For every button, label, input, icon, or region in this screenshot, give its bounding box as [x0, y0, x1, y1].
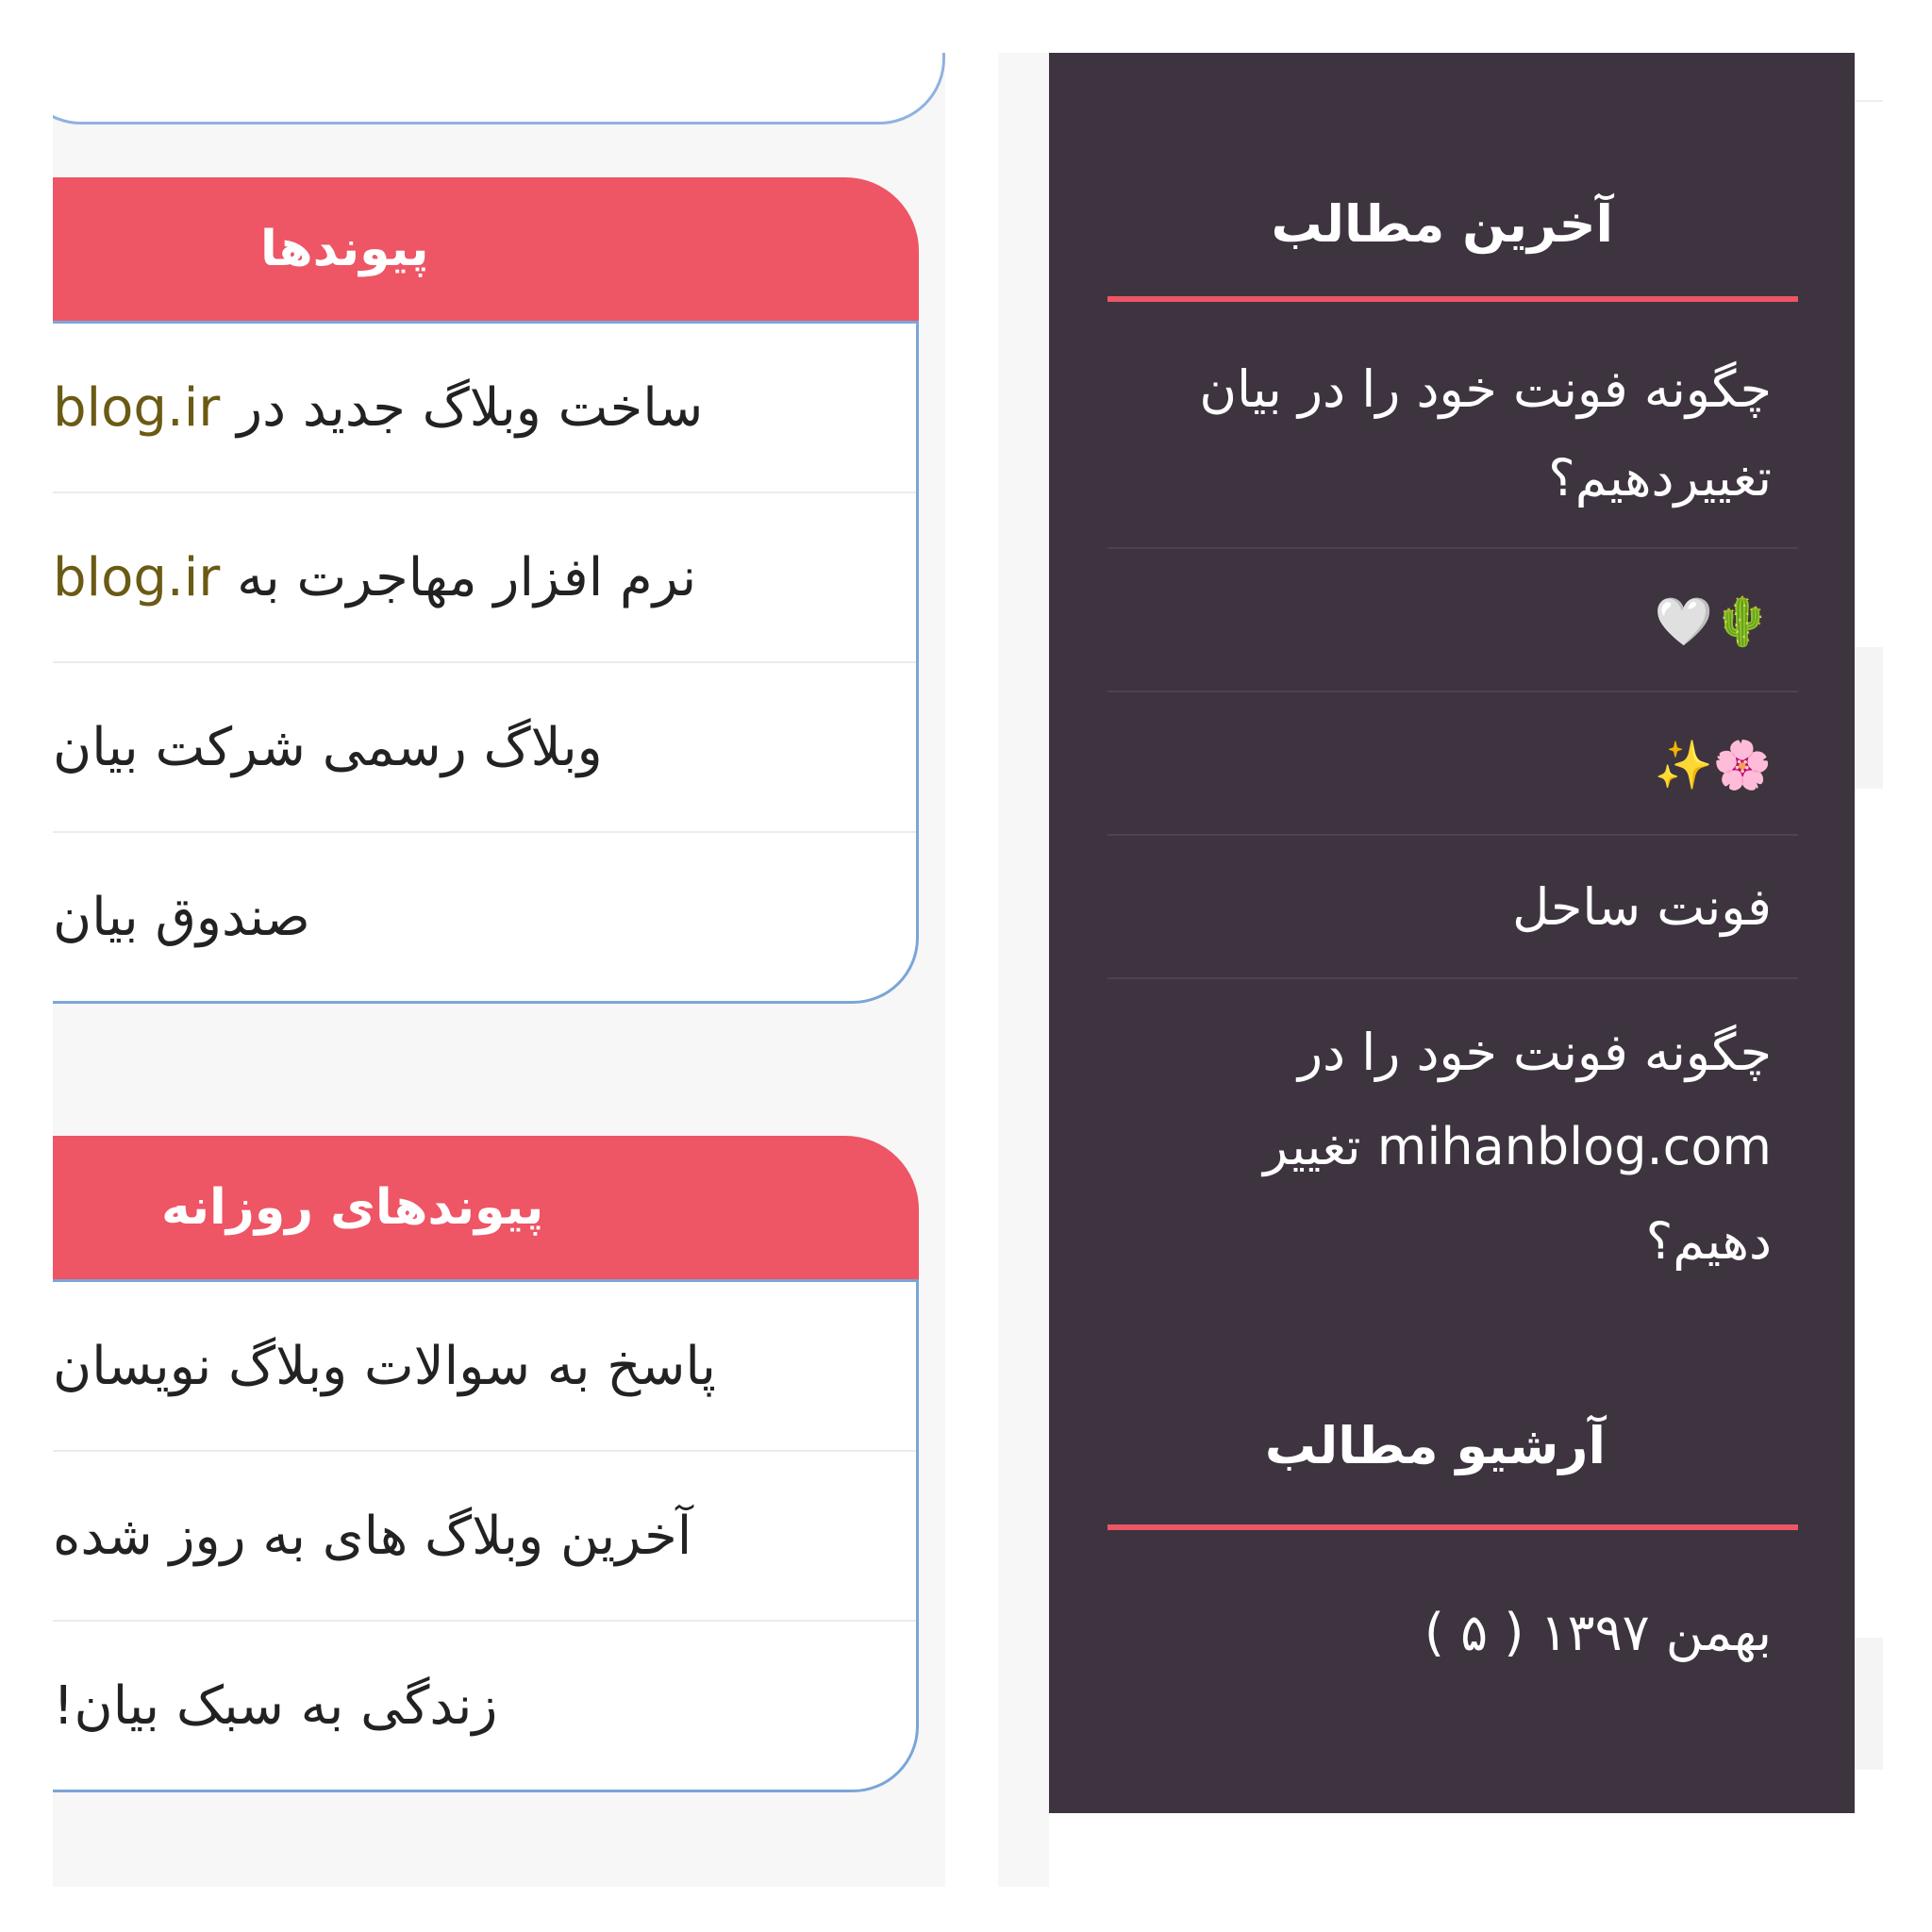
archive-title: آرشیو مطالب: [1264, 1416, 1606, 1475]
page-edge: [1855, 53, 1883, 1887]
links-widget-title: پیوندها: [260, 221, 429, 277]
link-text: آخرین وبلاگ های به روز شده: [53, 1505, 692, 1567]
daily-links-widget-list: [53, 1279, 919, 1792]
daily-link-item-latest-blogs[interactable]: [53, 1452, 916, 1622]
daily-links-widget-title: پیوندهای روزانه: [161, 1179, 544, 1236]
archive-divider: [1108, 1524, 1798, 1530]
post-title: 🌸✨: [1654, 738, 1772, 792]
link-text: نرم افزار مهاجرت به: [237, 546, 697, 608]
post-title: چگونه فونت خود را در بیان تغییردهیم؟: [1199, 359, 1772, 508]
latest-posts-divider: [1108, 296, 1798, 302]
link-item-bayan-box[interactable]: [53, 833, 916, 1001]
links-widget-list: [53, 321, 919, 1004]
post-item-cactus[interactable]: [1108, 549, 1798, 692]
link-text: زندگی به سبک بیان!: [53, 1674, 498, 1737]
links-widget: [53, 177, 919, 1004]
link-item-official-blog[interactable]: [53, 663, 916, 833]
post-item-change-font-bayan[interactable]: [1108, 345, 1798, 549]
links-widget-header: [53, 177, 919, 321]
dark-sidebar: [1049, 53, 1855, 1813]
daily-link-item-life-style[interactable]: [53, 1622, 916, 1790]
post-title: 🌵🤍: [1654, 594, 1772, 649]
link-item-migration-tool[interactable]: [53, 493, 916, 663]
post-title: فونت ساحل: [1512, 877, 1772, 937]
previous-widget-bottom: [53, 53, 945, 125]
link-item-create-blog[interactable]: [53, 324, 916, 493]
link-domain: blog.ir: [53, 376, 221, 439]
link-text: وبلاگ رسمی شرکت بیان: [53, 716, 603, 778]
link-text: پاسخ به سوالات وبلاگ نویسان: [53, 1335, 717, 1397]
daily-links-widget-header: [53, 1136, 919, 1279]
post-item-sahel-font[interactable]: [1108, 836, 1798, 979]
daily-links-widget: [53, 1136, 919, 1792]
link-domain: blog.ir: [53, 546, 221, 608]
daily-link-item-answers[interactable]: [53, 1282, 916, 1452]
post-item-flower[interactable]: [1108, 692, 1798, 836]
latest-posts-title: آخرین مطالب: [1271, 194, 1613, 254]
link-text: صندوق بیان: [53, 886, 310, 948]
archive-label: بهمن ۱۳۹۷ ( ۵ ): [1424, 1603, 1772, 1662]
gutter: [998, 53, 1049, 1887]
left-sidebar: [53, 53, 945, 1887]
post-title: چگونه فونت خود را در mihanblog.com تغییر دهیم؟: [1263, 1023, 1772, 1271]
archive-item-bahman-1397[interactable]: [1108, 1581, 1798, 1685]
post-item-change-font-mihanblog[interactable]: [1108, 1006, 1798, 1289]
link-text: ساخت وبلاگ جدید در: [237, 376, 704, 439]
